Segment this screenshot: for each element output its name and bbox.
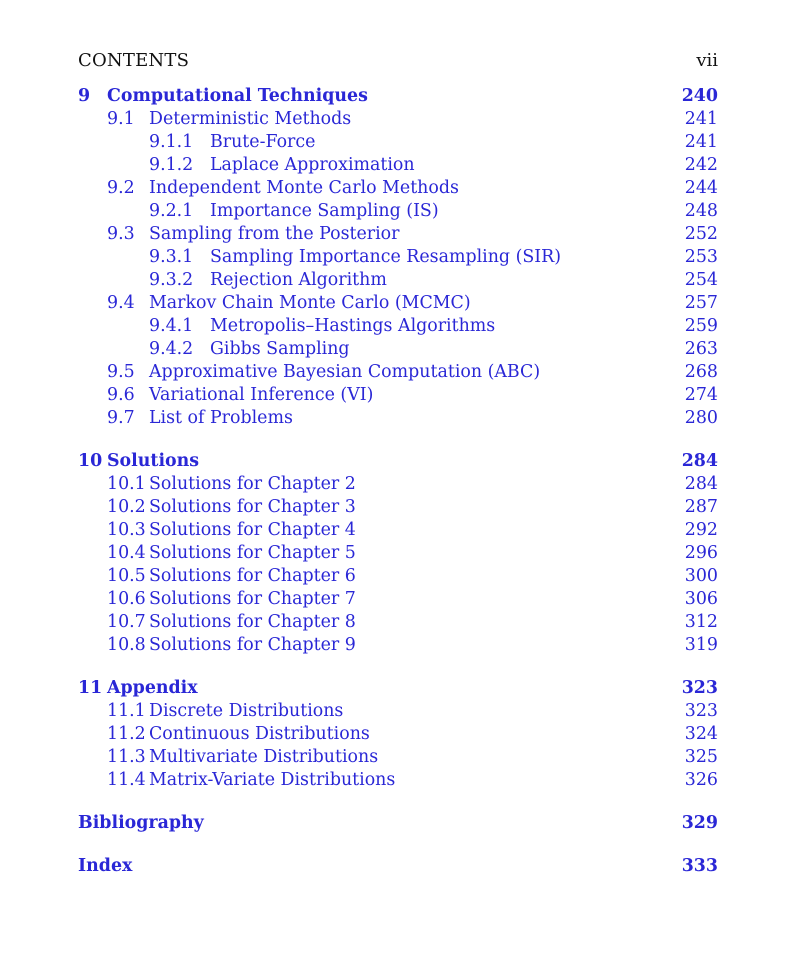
spacer bbox=[78, 792, 718, 811]
spacer bbox=[78, 835, 718, 854]
running-header bbox=[78, 50, 718, 74]
entry-page: 254 bbox=[684, 270, 718, 290]
entry-page: 284 bbox=[684, 474, 718, 494]
entry-title: Sampling from the Posterior bbox=[149, 224, 400, 244]
chapter-title: Solutions bbox=[107, 451, 200, 471]
entry-number: 11.2 bbox=[107, 724, 146, 744]
toc-entry[interactable] bbox=[78, 588, 718, 611]
chapter-title: Appendix bbox=[107, 678, 198, 698]
spacer bbox=[78, 657, 718, 676]
entry-number: 9.4.2 bbox=[149, 339, 194, 359]
entry-title: Gibbs Sampling bbox=[210, 339, 350, 359]
entry-page: 263 bbox=[684, 339, 718, 359]
entry-page: 319 bbox=[684, 635, 718, 655]
entry-page: 280 bbox=[684, 408, 718, 428]
chapter-number: 10 bbox=[78, 451, 103, 471]
toc-entry[interactable] bbox=[78, 108, 718, 131]
page-number: vii bbox=[696, 50, 718, 71]
running-header-title: CONTENTS bbox=[78, 50, 190, 71]
chapter-page: 284 bbox=[681, 451, 718, 471]
entry-title: Brute-Force bbox=[210, 132, 316, 152]
entry-number: 9.1 bbox=[107, 109, 135, 129]
entry-page: 292 bbox=[684, 520, 718, 540]
entry-title: Markov Chain Monte Carlo (MCMC) bbox=[149, 293, 471, 313]
toc-chapter-11[interactable] bbox=[78, 676, 718, 700]
toc-chapter-10[interactable] bbox=[78, 449, 718, 473]
toc-entry[interactable] bbox=[78, 634, 718, 657]
entry-number: 9.5 bbox=[107, 362, 135, 382]
entry-title: Approximative Bayesian Computation (ABC) bbox=[149, 362, 541, 382]
toc-index[interactable] bbox=[78, 854, 718, 878]
toc-entry[interactable] bbox=[78, 177, 718, 200]
toc-entry[interactable] bbox=[78, 565, 718, 588]
toc-entry[interactable] bbox=[78, 154, 718, 177]
entry-title: Rejection Algorithm bbox=[210, 270, 387, 290]
entry-number: 9.4.1 bbox=[149, 316, 194, 336]
entry-page: 323 bbox=[684, 701, 718, 721]
entry-number: 11.3 bbox=[107, 747, 146, 767]
entry-number: 9.7 bbox=[107, 408, 135, 428]
entry-number: 9.3.1 bbox=[149, 247, 194, 267]
toc-entry[interactable] bbox=[78, 723, 718, 746]
entry-title: Multivariate Distributions bbox=[149, 747, 379, 767]
entry-title: Discrete Distributions bbox=[149, 701, 344, 721]
toc-entry[interactable] bbox=[78, 519, 718, 542]
entry-number: 10.3 bbox=[107, 520, 146, 540]
entry-title: Continuous Distributions bbox=[149, 724, 370, 744]
entry-page: 296 bbox=[684, 543, 718, 563]
entry-page: 306 bbox=[684, 589, 718, 609]
entry-page: 274 bbox=[684, 385, 718, 405]
entry-number: 11.1 bbox=[107, 701, 146, 721]
toc-page bbox=[78, 0, 718, 961]
entry-number: 9.3 bbox=[107, 224, 135, 244]
entry-page: 257 bbox=[684, 293, 718, 313]
entry-title: Solutions for Chapter 5 bbox=[149, 543, 356, 563]
chapter-title: Computational Techniques bbox=[107, 86, 368, 106]
entry-title: Metropolis–Hastings Algorithms bbox=[210, 316, 496, 336]
entry-title: List of Problems bbox=[149, 408, 293, 428]
toc-entry[interactable] bbox=[78, 246, 718, 269]
entry-page: 325 bbox=[684, 747, 718, 767]
entry-title: Solutions for Chapter 9 bbox=[149, 635, 356, 655]
entry-page: 326 bbox=[684, 770, 718, 790]
entry-page: 253 bbox=[684, 247, 718, 267]
entry-number: 9.1.1 bbox=[149, 132, 194, 152]
chapter-page: 323 bbox=[681, 678, 718, 698]
entry-number: 10.4 bbox=[107, 543, 146, 563]
entry-page: 244 bbox=[684, 178, 718, 198]
entry-number: 10.6 bbox=[107, 589, 146, 609]
toc-entry[interactable] bbox=[78, 473, 718, 496]
entry-page: 252 bbox=[684, 224, 718, 244]
chapter-number: 11 bbox=[78, 678, 103, 698]
entry-number: 9.6 bbox=[107, 385, 135, 405]
entry-number: 10.2 bbox=[107, 497, 146, 517]
entry-number: 10.1 bbox=[107, 474, 146, 494]
toc-bibliography[interactable] bbox=[78, 811, 718, 835]
entry-page: 268 bbox=[684, 362, 718, 382]
toc-entry[interactable] bbox=[78, 700, 718, 723]
entry-number: 10.8 bbox=[107, 635, 146, 655]
entry-title: Solutions for Chapter 8 bbox=[149, 612, 356, 632]
spacer bbox=[78, 430, 718, 449]
entry-number: 9.2.1 bbox=[149, 201, 194, 221]
entry-title: Solutions for Chapter 6 bbox=[149, 566, 356, 586]
entry-title: Deterministic Methods bbox=[149, 109, 352, 129]
toc-entry[interactable] bbox=[78, 131, 718, 154]
toc-entry[interactable] bbox=[78, 223, 718, 246]
chapter-number: 9 bbox=[78, 86, 91, 106]
entry-number: 9.2 bbox=[107, 178, 135, 198]
chapter-title: Bibliography bbox=[78, 813, 204, 833]
toc-entry[interactable] bbox=[78, 292, 718, 315]
entry-number: 10.5 bbox=[107, 566, 146, 586]
toc-entry[interactable] bbox=[78, 611, 718, 634]
toc-entry[interactable] bbox=[78, 407, 718, 430]
toc-entry[interactable] bbox=[78, 315, 718, 338]
table-of-contents bbox=[78, 84, 718, 878]
entry-number: 10.7 bbox=[107, 612, 146, 632]
toc-entry[interactable] bbox=[78, 746, 718, 769]
entry-number: 9.3.2 bbox=[149, 270, 194, 290]
entry-page: 287 bbox=[684, 497, 718, 517]
toc-entry[interactable] bbox=[78, 496, 718, 519]
chapter-title: Index bbox=[78, 856, 133, 876]
entry-title: Solutions for Chapter 7 bbox=[149, 589, 356, 609]
entry-page: 241 bbox=[684, 109, 718, 129]
entry-title: Variational Inference (VI) bbox=[149, 385, 374, 405]
chapter-page: 240 bbox=[681, 86, 718, 106]
entry-page: 248 bbox=[684, 201, 718, 221]
entry-title: Matrix-Variate Distributions bbox=[149, 770, 396, 790]
chapter-page: 333 bbox=[681, 856, 718, 876]
toc-entry[interactable] bbox=[78, 384, 718, 407]
entry-title: Sampling Importance Resampling (SIR) bbox=[210, 247, 562, 267]
toc-entry[interactable] bbox=[78, 200, 718, 223]
entry-page: 242 bbox=[684, 155, 718, 175]
entry-page: 241 bbox=[684, 132, 718, 152]
entry-page: 312 bbox=[684, 612, 718, 632]
entry-page: 259 bbox=[684, 316, 718, 336]
toc-entry[interactable] bbox=[78, 269, 718, 292]
entry-title: Solutions for Chapter 3 bbox=[149, 497, 356, 517]
entry-number: 11.4 bbox=[107, 770, 146, 790]
entry-title: Importance Sampling (IS) bbox=[210, 201, 439, 221]
chapter-page: 329 bbox=[681, 813, 718, 833]
toc-entry[interactable] bbox=[78, 361, 718, 384]
entry-title: Solutions for Chapter 2 bbox=[149, 474, 356, 494]
entry-page: 324 bbox=[684, 724, 718, 744]
entry-page: 300 bbox=[684, 566, 718, 586]
entry-title: Solutions for Chapter 4 bbox=[149, 520, 356, 540]
entry-title: Laplace Approximation bbox=[210, 155, 415, 175]
entry-number: 9.4 bbox=[107, 293, 135, 313]
entry-title: Independent Monte Carlo Methods bbox=[149, 178, 459, 198]
toc-entry[interactable] bbox=[78, 769, 718, 792]
entry-number: 9.1.2 bbox=[149, 155, 194, 175]
toc-chapter-9[interactable] bbox=[78, 84, 718, 108]
toc-entry[interactable] bbox=[78, 542, 718, 565]
toc-entry[interactable] bbox=[78, 338, 718, 361]
